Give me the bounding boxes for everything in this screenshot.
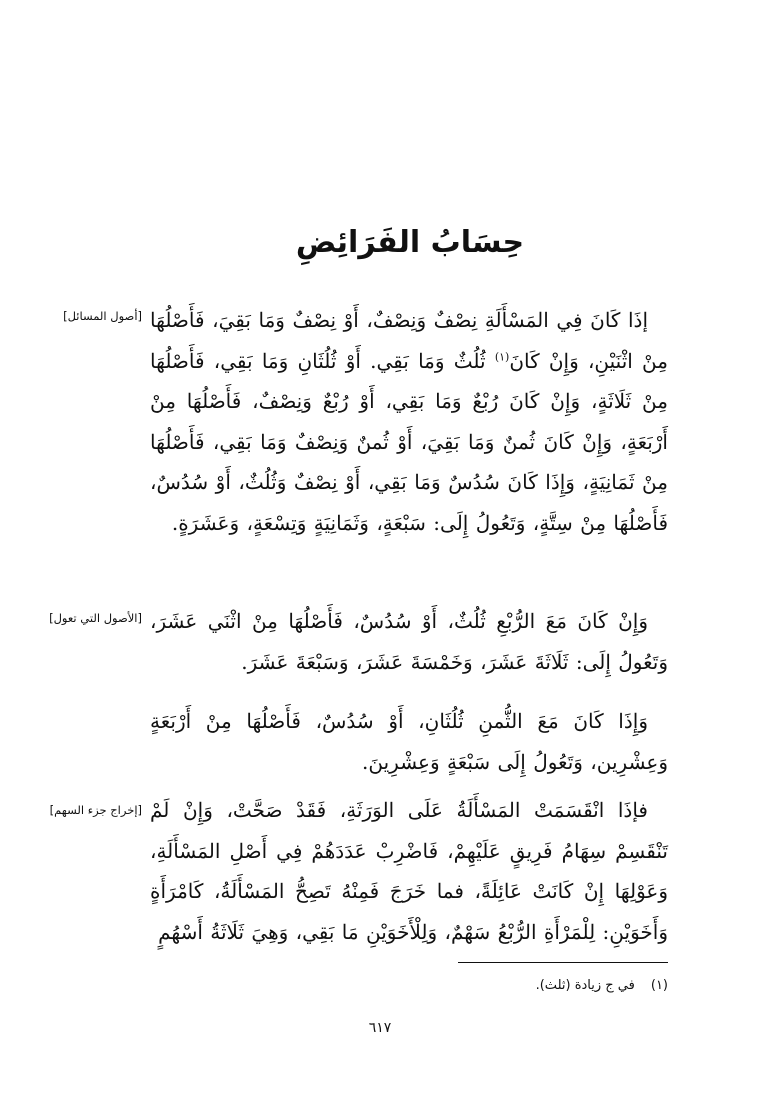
footnote-reference[interactable]: (١): [494, 349, 510, 363]
paragraph-division: فإذَا انْقَسَمَتْ المَسْأَلَةُ عَلَى الوَرَثَةِ، فَقَدْ صَحَّتْ، وَإِنْ لَمْ تَنْقَسِمْ سِهَامُ فَرِيقٍ عَلَيْهِمْ، فَاضْرِبْ عَدَدَهُمْ فِي أَصْلِ المَسْأَلَةِ، وَعَوْلِهَا إِنْ كَانَتْ عَائِلَةً، فما خَرَجَ فَمِنْهُ تَصِحُّ المَسْأَلَةُ، كَامْرَأَةٍ وَأَخَوَيْنِ: لِلْمَرْأَةِ الرُّبْعُ سَهْمٌ، وَلِلْأَخَوَيْنِ مَا بَقِي، وَهِيَ ثَلَاثَةُ أَسْهُمٍ: [150, 798, 668, 944]
footnote-divider: [458, 962, 668, 963]
paragraph-eighth: وَإِذَا كَانَ مَعَ الثُّمنِ ثُلُثَانِ، أَوْ سُدُسٌ، فَأَصْلُهَا مِنْ أَرْبَعَةٍ وَعِشْرِين، وَتَعُولُ إِلَى سَبْعَةٍ وَعِشْرِينَ.: [150, 709, 668, 774]
paragraph-quarter: وَإِنْ كَانَ مَعَ الرُّبْعِ ثُلُثٌ، أَوْ سُدُسٌ، فَأَصْلُهَا مِنْ اثْنَي عَشَرَ، وَتَعُولُ إِلَى: ثَلَاثَةَ عَشَرَ، وَخَمْسَةَ عَشَرَ، وَسَبْعَةَ عَشَرَ.: [150, 609, 668, 674]
margin-note-awl-roots: [الأصول التي تعول]: [49, 611, 142, 625]
footnote-mark: (١): [650, 978, 668, 993]
chapter-title: حِسَابُ الفَرَائِضِ: [295, 225, 525, 260]
page-number: ٦١٧: [368, 1020, 392, 1036]
paragraph-roots: [150, 300, 668, 543]
margin-note-share-part: [إخراج جزء السهم]: [49, 803, 142, 817]
paragraph-roots-part2: ثُلُثٌ وَمَا بَقِي. أَوْ ثُلُثَانِ وَمَا بَقِي، فَأَصْلُهَا مِنْ ثَلَاثَةٍ، وَإِنْ كَانَ رُبْعٌ وَمَا بَقِي، أَوْ رُبْعٌ وَنِصْفٌ، فَأَصْلُهَا مِنْ أَرْبَعَةٍ، وَإِنْ كَانَ ثُمنٌ وَمَا بَقِيَ، أَوْ ثُمنٌ وَنِصْفٌ وَمَا بَقِي، فَأَصْلُهَا مِنْ ثَمَانِيَةٍ، وَإِذَا كَانَ سُدُسٌ وَمَا بَقِي، أَوْ نِصْفٌ وَثُلُثٌ، أَوْ سُدُسٌ، فَأَصْلُهَا مِنْ سِتَّةٍ، وَتَعُولُ إِلَى: سَبْعَةٍ، وَثَمَانِيَةٍ وَتِسْعَةٍ، وَعَشَرَةٍ.: [150, 348, 668, 535]
paragraph-roots-part1: إذَا كَانَ فِي المَسْأَلَةِ نِصْفٌ وَنِصْفٌ، أَوْ نِصْفٌ وَمَا بَقِيَ، فَأَصْلُهَا مِنْ اثْنَيْنِ، وَإِنْ كَانَ: [150, 308, 668, 373]
footnote-text: في ج زيادة (ثلث).: [535, 978, 635, 993]
margin-note-roots-of-cases: [أصول المسائل]: [63, 309, 142, 323]
footnote: [300, 974, 668, 998]
